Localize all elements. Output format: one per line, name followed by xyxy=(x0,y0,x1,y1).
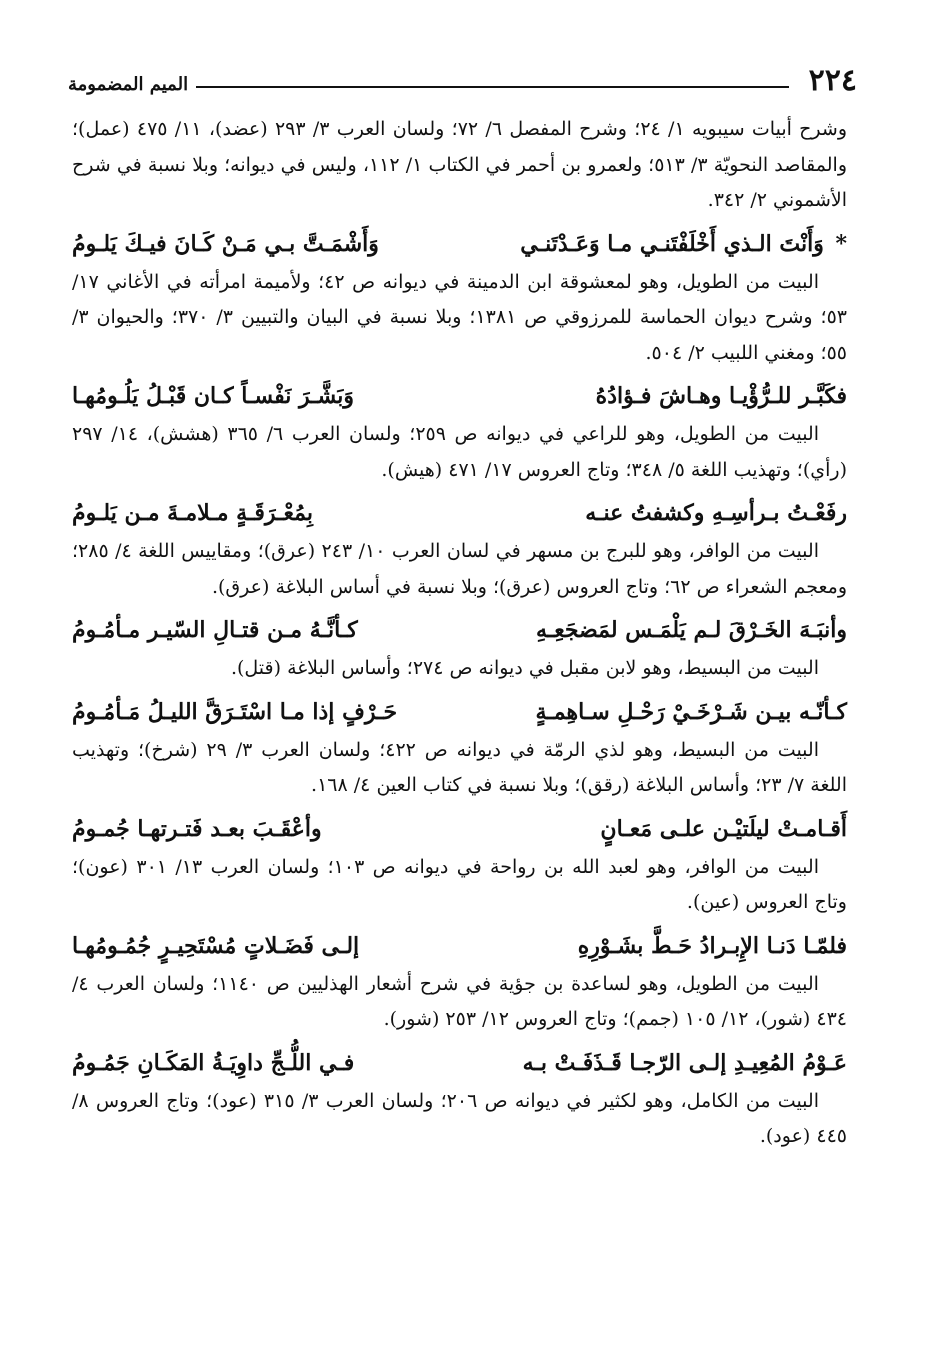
verse-entry xyxy=(72,377,847,488)
verse-entry xyxy=(72,494,847,605)
verse-commentary xyxy=(72,265,847,372)
verse-line xyxy=(72,377,847,415)
header-rule xyxy=(196,86,789,88)
verse-commentary xyxy=(72,1084,847,1155)
verse-entry xyxy=(72,1044,847,1155)
verse-commentary xyxy=(72,967,847,1038)
text-line: ١١/ ٤٧٥ (عمل)؛ والمقاصد النحويّة ٣/ ٥١٣؛ ولعمرو بن أحمر في الكتاب ١/ ١١٢، xyxy=(72,118,848,176)
verse-commentary xyxy=(72,534,847,605)
hemistich-first: فلمّـا دَنـا الإِبـرادُ حَـطَّ بشَـوْرِهِ xyxy=(577,932,847,959)
verse-line xyxy=(72,927,847,965)
text-line: الأغاني ١٧/ ٥٣؛ وشرح ديوان الحماسة للمرزوقي ص ١٣٨١؛ وبلا نسبة في البيان والتبيين xyxy=(72,270,847,328)
star-marker: * xyxy=(835,230,847,257)
hemistich-first: وأنبَـهَ الخَـرْقَ لـم يَلْمَـس لمَضجَعِـهِ xyxy=(535,617,847,643)
verse-commentary xyxy=(72,651,847,687)
text-line: البيت من الكامل، وهو لكثير في ديوانه ص ٢٠٦؛ ولسان العرب ٣/ ٣١٥ (عود)؛ xyxy=(206,1089,819,1112)
hemistich-second: بِمُعْـرَقَـةٍ مـلامـةَ مـن يَلـومُ xyxy=(72,500,313,526)
hemistich-first: عَـوْمُ المُعِيـدِ إلـى الرّجـا قَـذَفَـتْ بـه xyxy=(522,1049,847,1076)
hemistich-second: وأعْقَـبَ بعـد فَتـرتهـا جُمـومُ xyxy=(72,815,322,842)
text-line: وليس في ديوانه؛ وبلا نسبة في شرح الأشموني ٢/ ٣٤٢. xyxy=(72,153,847,211)
verse-line xyxy=(72,611,847,649)
text-line: العرب ٤/ ٤٣٤ (شور)، ١٢/ ١٠٥ (جمم)؛ وتاج العروس ١٢/ ٢٥٣ (شور). xyxy=(72,972,847,1030)
text-line: وشرح أبيات سيبويه ١/ ٢٤؛ وشرح المفصل ٦/ ٧٢؛ ولسان العرب ٣/ ٢٩٣ (عضد)، xyxy=(208,118,848,140)
text-line: البيت من الوافر، وهو للبرج بن مسهر في لسان العرب ١٠/ ٢٤٣ (عرق)؛ ومقاييس xyxy=(181,540,819,562)
hemistich-second: حَـرْفٍ إذا مـا اسْتَـرَقَّ الليـلُ مَـأمُـومُ xyxy=(72,698,398,725)
verse-commentary xyxy=(72,850,847,921)
verse-entry xyxy=(72,225,847,372)
text-line: (هشش)، ١٤/ ٢٩٧ (رأي)؛ وتهذيب اللغة ٥/ ٣٤٨؛ وتاج العروس ١٧/ ٤٧١ (هيش). xyxy=(72,423,847,481)
verse-entry xyxy=(72,693,847,804)
text-line: البيت من الطويل، وهو للراعي في ديوانه ص ٢٥٩؛ ولسان العرب ٦/ ٣٦٥ xyxy=(227,423,819,445)
hemistich-first: أَقـامـتْ ليلَتيْـن علـى مَعـانٍ xyxy=(600,815,847,842)
text-line: البيت من الوافر، وهو لعبد الله بن رواحة في ديوانه ص ١٠٣؛ ولسان العرب xyxy=(210,855,819,878)
verse-commentary xyxy=(72,733,847,804)
verse-line xyxy=(72,810,847,848)
text-line: البيت من البسيط، وهو لذي الرمّة في ديوانه ص ٤٢٢؛ ولسان العرب ٣/ ٢٩ xyxy=(206,738,819,761)
hemistich-text: وَأَنْتَ الـذي أَخْلَفْتَنـي مـا وَعَـدْتَنـي xyxy=(520,230,824,257)
text-line: اللغة ٤/ ٢٨٥؛ ومعجم الشعراء ص ٦٢؛ وتاج العروس (عرق)؛ وبلا نسبة في أساس xyxy=(72,540,847,598)
hemistich-second: فـي اللُّـجِّ داوِيَـةُ المَكَـانِ جَمُـومُ xyxy=(72,1049,355,1076)
running-header xyxy=(68,56,857,96)
text-line: ٤/ ١٦٨. xyxy=(311,774,371,796)
intro-paragraph xyxy=(72,112,847,219)
verse-entry xyxy=(72,810,847,921)
verse-commentary xyxy=(72,417,847,488)
verse-entry xyxy=(72,611,847,687)
text-line: البيت من الطويل، وهو لساعدة بن جؤية في شرح أشعار الهذليين ص ١١٤٠؛ ولسان xyxy=(152,972,819,995)
verse-line xyxy=(72,693,847,731)
verse-line xyxy=(72,1044,847,1082)
verse-entry xyxy=(72,927,847,1038)
page-number: ٢٢٤ xyxy=(808,63,857,98)
text-line: البلاغة (عرق). xyxy=(211,575,324,598)
hemistich-second: كـأنَّـهُ مـن قتـالِ السّيـر مـأمُـومُ xyxy=(72,617,358,643)
text-line: (شرخ)؛ وتهذيب اللغة ٧/ ٢٣؛ وأساس البلاغة (رقق)؛ وبلا نسبة في كتاب العين xyxy=(72,738,847,796)
hemistich-second: وَأَشْمَـتَّ بـي مَـنْ كَـانَ فيـكَ يَلـومُ xyxy=(72,230,379,257)
hemistich-first xyxy=(520,225,847,263)
verse-line xyxy=(72,494,847,532)
running-title: الميم المضمومة xyxy=(68,74,189,95)
hemistich-first: رفَعْـتُ بـرأسِـهِ وكشفتُ عنـه xyxy=(585,500,847,526)
page-body xyxy=(72,112,847,1155)
hemistich-first: فكَبَّـر للـرُّؤْيـا وهـاشَ فـؤادُهُ xyxy=(595,383,847,409)
hemistich-first: كـأنّـه بيـن شَـرْخَـيْ رَحْـلِ سـاهِمـةٍ xyxy=(535,698,847,725)
text-line: ٣/ ٣٧٠؛ والحيوان ٣/ ٥٥؛ ومغني اللبيب ٢/ ٥٠٤. xyxy=(72,306,847,364)
verse-line xyxy=(72,225,847,263)
text-line: ١٣/ ٣٠١ (عون)؛ وتاج العروس (عين). xyxy=(72,855,847,913)
hemistich-second: وَبَشَّـرَ نَفْسـاً كـان قَبْـلُ يَلُـومُهـا xyxy=(72,383,354,409)
hemistich-second: إلـى فَضَـلاتٍ مُسْتَحِيـرٍ جُمُـومُهـا xyxy=(72,932,360,959)
text-line: وتاج العروس ٨/ ٤٤٥ (عود). xyxy=(72,1089,847,1147)
text-line: البيت من الطويل، وهو لمعشوقة ابن الدمينة في ديوانه ص ٤٢؛ ولأميمة امرأته في xyxy=(166,270,819,293)
text-line: البيت من البسيط، وهو لابن مقبل في ديوانه ص ٢٧٤؛ وأساس البلاغة (قتل). xyxy=(230,657,819,679)
